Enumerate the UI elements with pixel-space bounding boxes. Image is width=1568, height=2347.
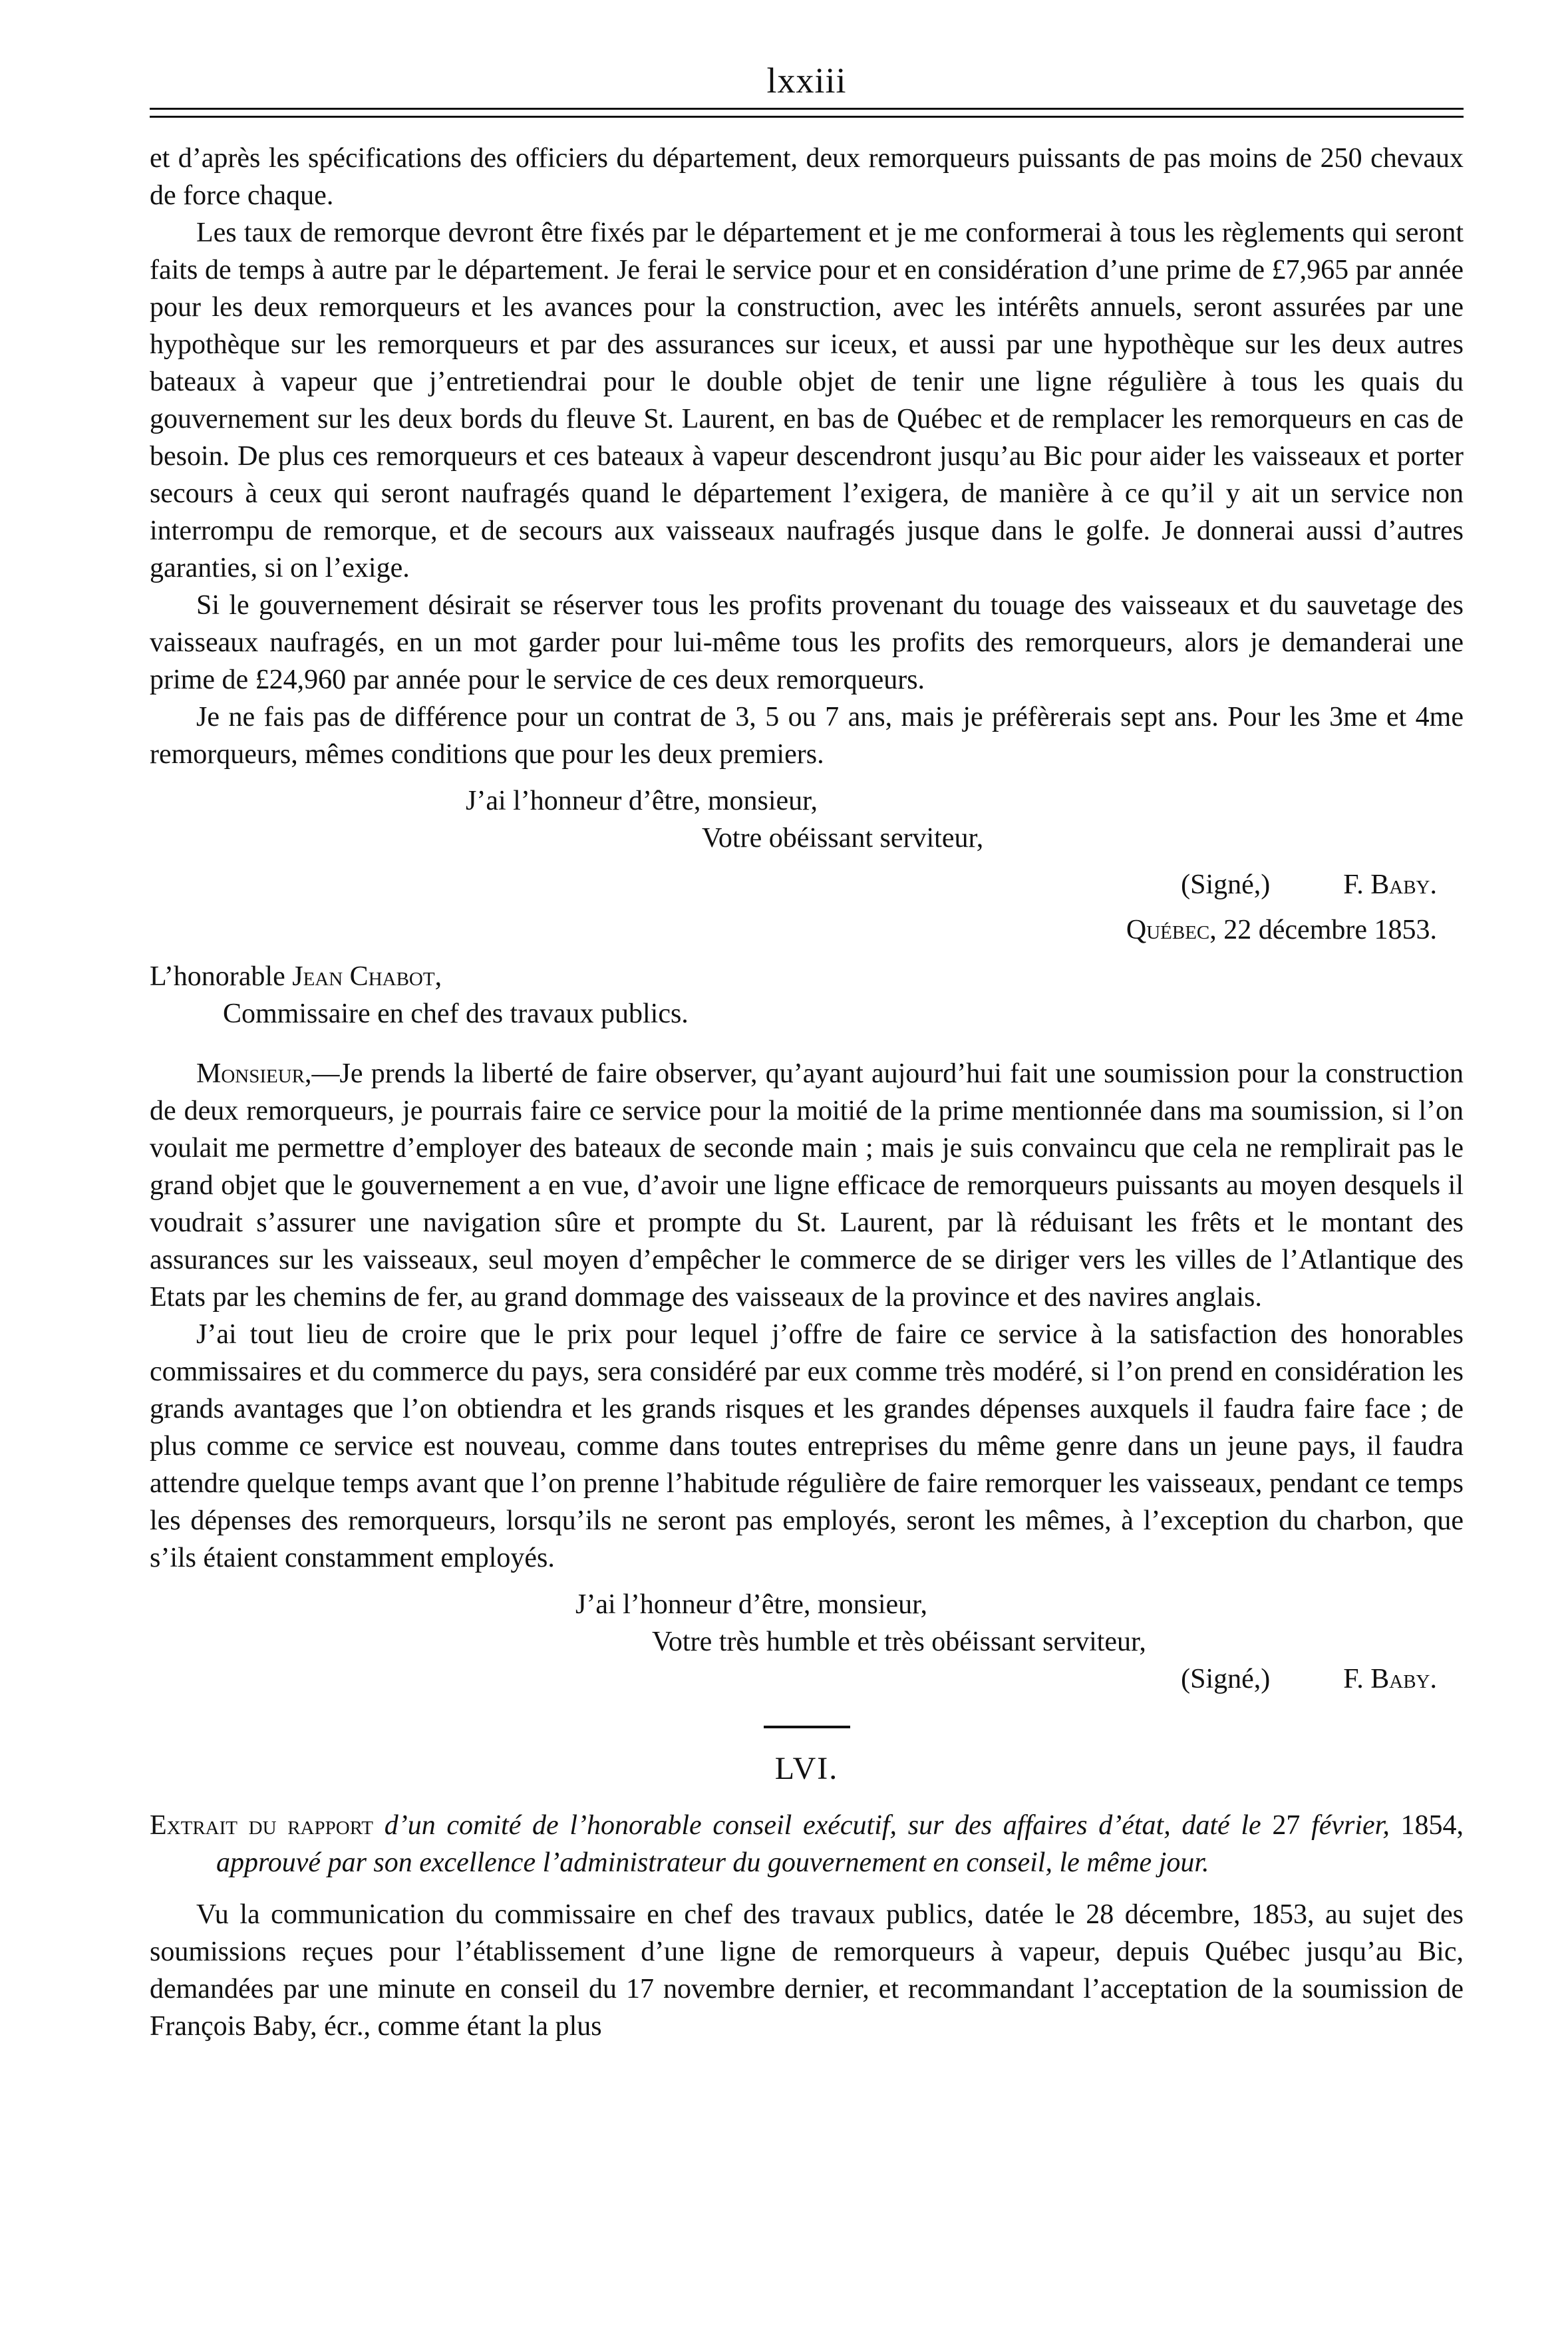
addressee-title: Commissaire en chef des travaux publics. — [223, 999, 689, 1029]
letter-2-place-date — [150, 911, 1437, 949]
section-numeral: LVI. — [774, 1751, 839, 1786]
letter-1-signature-row — [150, 866, 1464, 903]
letter-1-closing-line-2: Votre obéissant serviteur, — [702, 823, 984, 854]
letter-2-paragraph-1 — [150, 1055, 1464, 1316]
letter-1-paragraph-1: et d’après les spécifications des officiers du département, deux remorqueurs puissants de pas moins de 250 chevaux de force chaque. — [150, 143, 1464, 211]
letter-1-paragraph-2: Les taux de remorque devront être fixés par le département et je me conformerai à tous les règlements qui seront faits de temps à autre par le département. Je ferai le service pour et en considération d’une prime de £7,965 par année pour les deux remorqueurs et les avances pour la construction, avec les intérêts annuels, seront assurées par une hypothèque sur les remorqueurs et par des assurances sur iceux, et aussi par une hypothèque sur les deux autres bateaux à vapeur que j’entretiendrai pour le double objet de tenir une ligne régulière à tous les quais du gouvernement sur les deux bords du fleuve St. Laurent, en bas de Québec et de remplacer les remorqueurs en cas de besoin. De plus ces remorqueurs et ces bateaux à vapeur descendront jusqu’au Bic pour aider les vaisseaux et porter secours à ceux qui seront naufragés quand le département l’exigera, de manière à ce qu’il y ait un service non interrompu de remorque, et de secours aux vaisseaux naufragés jusque dans le golfe. Je donnerai aussi d’autres garanties, si on l’exige. — [150, 218, 1464, 583]
section-divider — [764, 1726, 850, 1728]
page-number: lxxiii — [766, 61, 847, 100]
document-page — [150, 53, 1464, 2335]
letter-1-closing-line-1: J’ai l’honneur d’être, monsieur, — [466, 786, 818, 816]
salutation: Monsieur, — [196, 1058, 312, 1089]
letter-2-signed-label: (Signé,) — [1181, 1664, 1271, 1694]
letter-2-closing-line-1: J’ai l’honneur d’être, monsieur, — [575, 1589, 927, 1620]
letter-1-signed-label: (Signé,) — [1181, 869, 1271, 900]
addressee-name: Jean Chabot, — [292, 961, 442, 992]
letter-2-signature: F. Baby. — [1343, 1664, 1437, 1694]
letter-2-paragraph-2: J’ai tout lieu de croire que le prix pour lequel j’offre de faire ce service à la satisfaction des honorables commissaires et du commerce du pays, sera considéré par eux comme très modéré, si l’on prend en considération les grands avantages que l’on obtiendra et les grands risques et les grandes dépenses auxquels il faudra faire face ; de plus comme ce service est nouveau, comme dans toutes entreprises du même genre dans un jeune pays, il faudra attendre quelque temps avant que l’on prenne l’habitude régulière de faire remorquer les vaisseaux, pendant ce temps les dépenses des remorqueurs, lorsqu’ils ne seront pas employés, seront les mêmes, à l’exception du charbon, que s’ils étaient constamment employés. — [150, 1319, 1464, 1573]
extract-italic-1: d’un comité de l’honorable conseil exécutif, sur des affaires d’état, daté le — [384, 1810, 1261, 1841]
letter-1 — [150, 140, 1464, 903]
section-body: Vu la communication du commissaire en chef des travaux publics, datée le 28 décembre, 1853, au sujet des soumissions reçues pour l’établissement d’une ligne de remorqueurs à vapeur, depuis Québec jusqu’au Bic, demandées par une minute en conseil du 17 novembre dernier, et recommandant l’acceptation de la soumission de François Baby, écr., comme étant la plus — [150, 1899, 1464, 2042]
header-double-rule — [150, 108, 1464, 120]
letter-2-date: 22 décembre 1853. — [1223, 915, 1437, 945]
extract-lead: Extrait du rapport — [150, 1810, 374, 1841]
letter-1-paragraph-4: Je ne fais pas de différence pour un contrat de 3, 5 ou 7 ans, mais je préfèrerais sept ans. Pour les 3me et 4me remorqueurs, mêmes conditions que pour les deux premiers. — [150, 702, 1464, 770]
letter-2-paragraph-1-text: —Je prends la liberté de faire observer, qu’ayant aujourd’hui fait une soumission pour la construction de deux remorqueurs, je pourrais faire ce service pour la moitié de la prime mentionnée dans ma soumission, si l’on voulait me permettre d’employer des bateaux de seconde main ; mais je suis convaincu que cela ne remplirait pas le grand objet que le gouvernement a en vue, d’avoir une ligne efficace de remorqueurs puissants au moyen desquels il voudrait s’assurer une navigation sûre et prompte du St. Laurent, par là réduisant les frêts et le montant des assurances sur les vaisseaux, seul moyen d’empêcher le commerce de se diriger vers les villes de l’Atlantique des Etats par les chemins de fer, au grand dommage des vaisseaux de la province et des navires anglais. — [150, 1058, 1464, 1313]
extract-month: février, — [1311, 1810, 1390, 1841]
letter-2-signature-row — [150, 1660, 1464, 1698]
letter-2 — [150, 911, 1464, 1698]
letter-2-place: Québec, — [1126, 915, 1217, 945]
letter-1-paragraph-3: Si le gouvernement désirait se réserver tous les profits provenant du touage des vaisseaux et du sauvetage des vaisseaux naufragés, en un mot garder pour lui-même tous les profits des remorqueurs, alors je demanderai une prime de £24,960 par année pour le service de ces deux remorqueurs. — [150, 590, 1464, 695]
letter-2-closing-line-2: Votre très humble et très obéissant serviteur, — [652, 1627, 1146, 1657]
extract-day: 27 — [1272, 1810, 1301, 1841]
extract-italic-2: approuvé par son excellence l’administrateur du gouvernement en conseil, le même jour. — [216, 1847, 1209, 1878]
addressee-prefix: L’honorable — [150, 961, 285, 992]
letter-1-signature: F. Baby. — [1343, 869, 1437, 900]
letter-2-addressee — [150, 958, 1464, 1032]
extract-year: 1854, — [1400, 1810, 1464, 1841]
extract-heading — [150, 1807, 1464, 1881]
